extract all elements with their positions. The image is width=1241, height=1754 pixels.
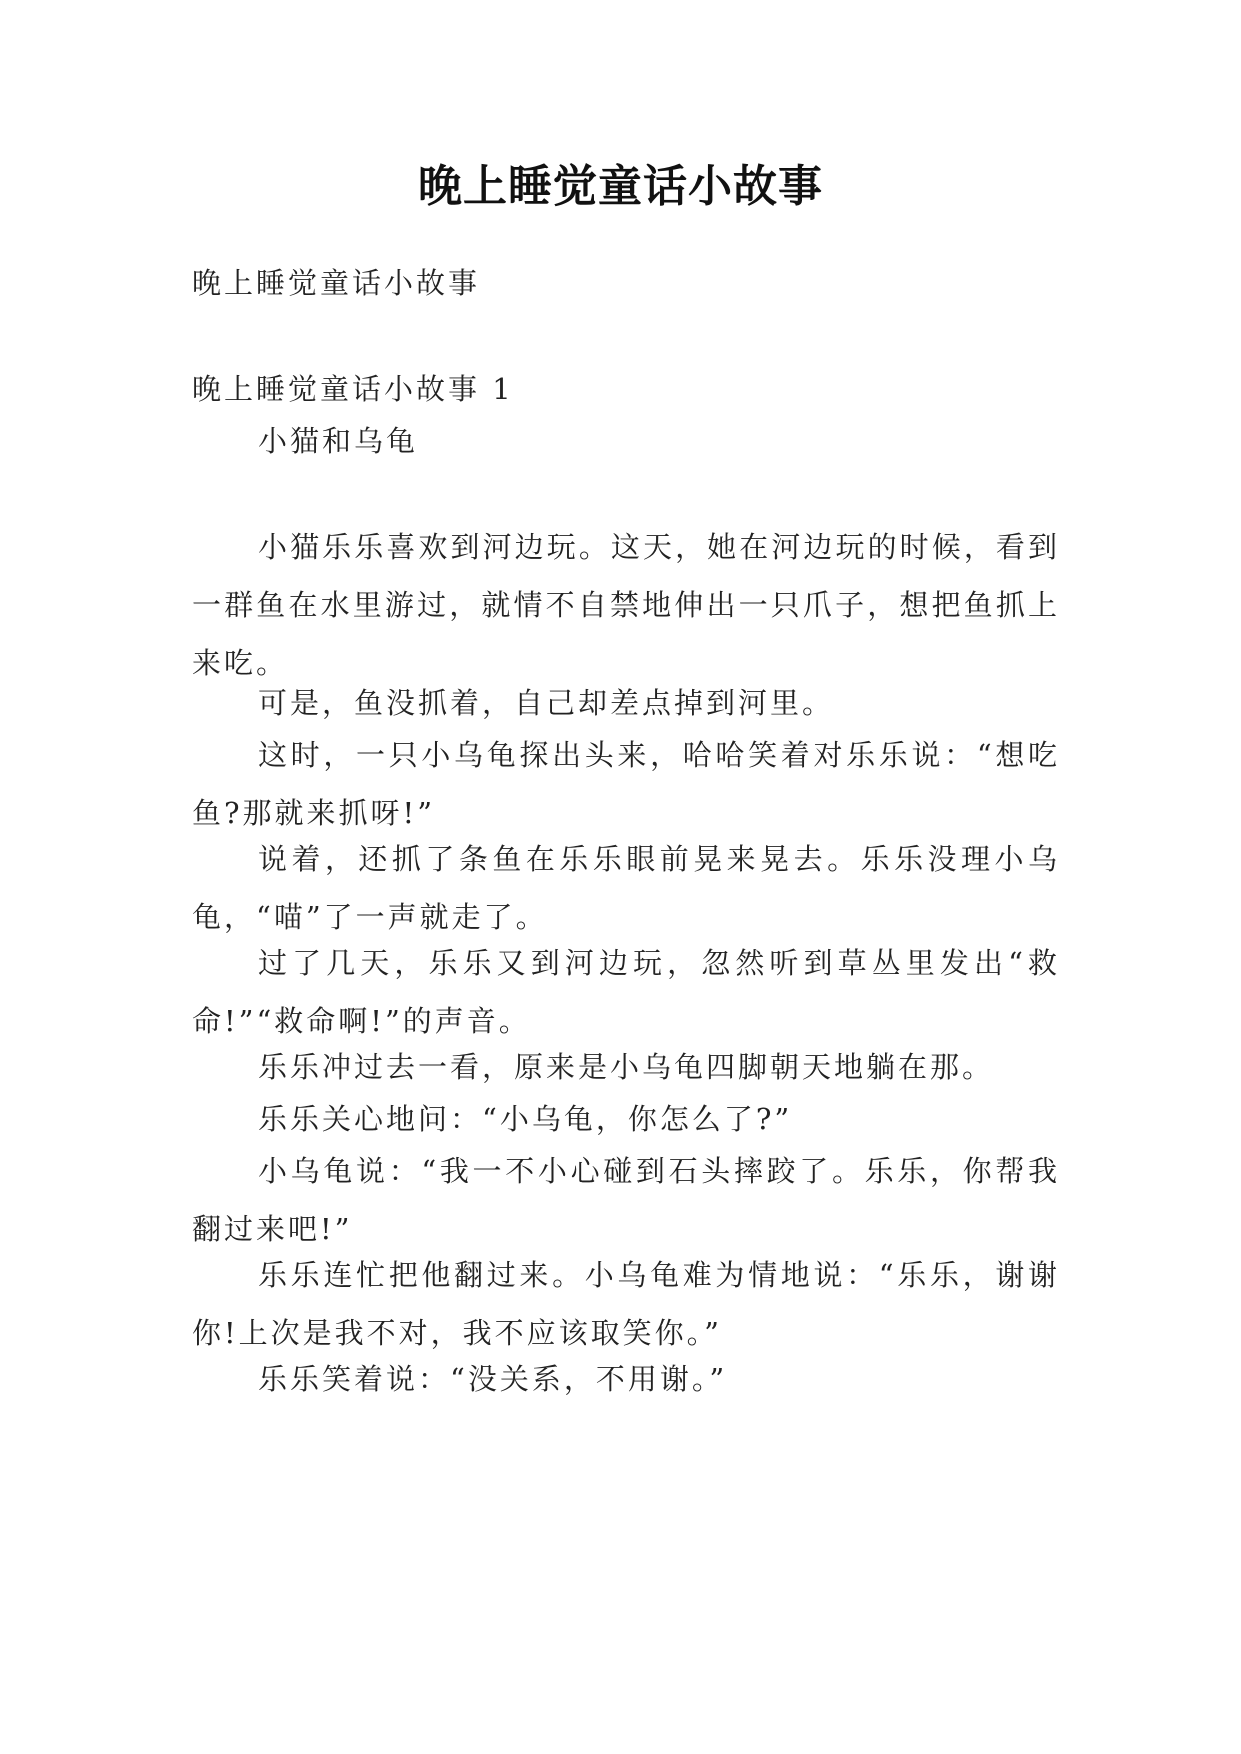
document-subtitle: 晚上睡觉童话小故事: [192, 266, 481, 300]
paragraph-4: 说着，还抓了条鱼在乐乐眼前晃来晃去。乐乐没理小乌龟，“喵”了一声就走了。: [192, 842, 1060, 934]
story-title: 小猫和乌龟: [258, 424, 419, 458]
section-heading: 晚上睡觉童话小故事 1: [192, 372, 514, 406]
paragraph-7: 乐乐关心地问：“小乌龟，你怎么了?”: [258, 1102, 793, 1136]
paragraph-6: 乐乐冲过去一看，原来是小乌龟四脚朝天地躺在那。: [258, 1050, 995, 1084]
paragraph-2: 可是，鱼没抓着，自己却差点掉到河里。: [258, 686, 835, 720]
paragraph-3: 这时，一只小乌龟探出头来，哈哈笑着对乐乐说：“想吃鱼?那就来抓呀!”: [192, 738, 1060, 830]
paragraph-9: 乐乐连忙把他翻过来。小乌龟难为情地说：“乐乐，谢谢你!上次是我不对，我不应该取笑你。”: [192, 1258, 1060, 1350]
paragraph-5: 过了几天，乐乐又到河边玩，忽然听到草丛里发出“救命!”“救命啊!”的声音。: [192, 946, 1060, 1038]
document-title: 晚上睡觉童话小故事: [418, 161, 823, 212]
paragraph-10: 乐乐笑着说：“没关系，不用谢。”: [258, 1362, 728, 1396]
paragraph-8: 小乌龟说：“我一不小心碰到石头摔跤了。乐乐，你帮我翻过来吧!”: [192, 1154, 1060, 1246]
paragraph-1: 小猫乐乐喜欢到河边玩。这天，她在河边玩的时候，看到一群鱼在水里游过，就情不自禁地伸出一只爪子，想把鱼抓上来吃。: [192, 530, 1060, 680]
